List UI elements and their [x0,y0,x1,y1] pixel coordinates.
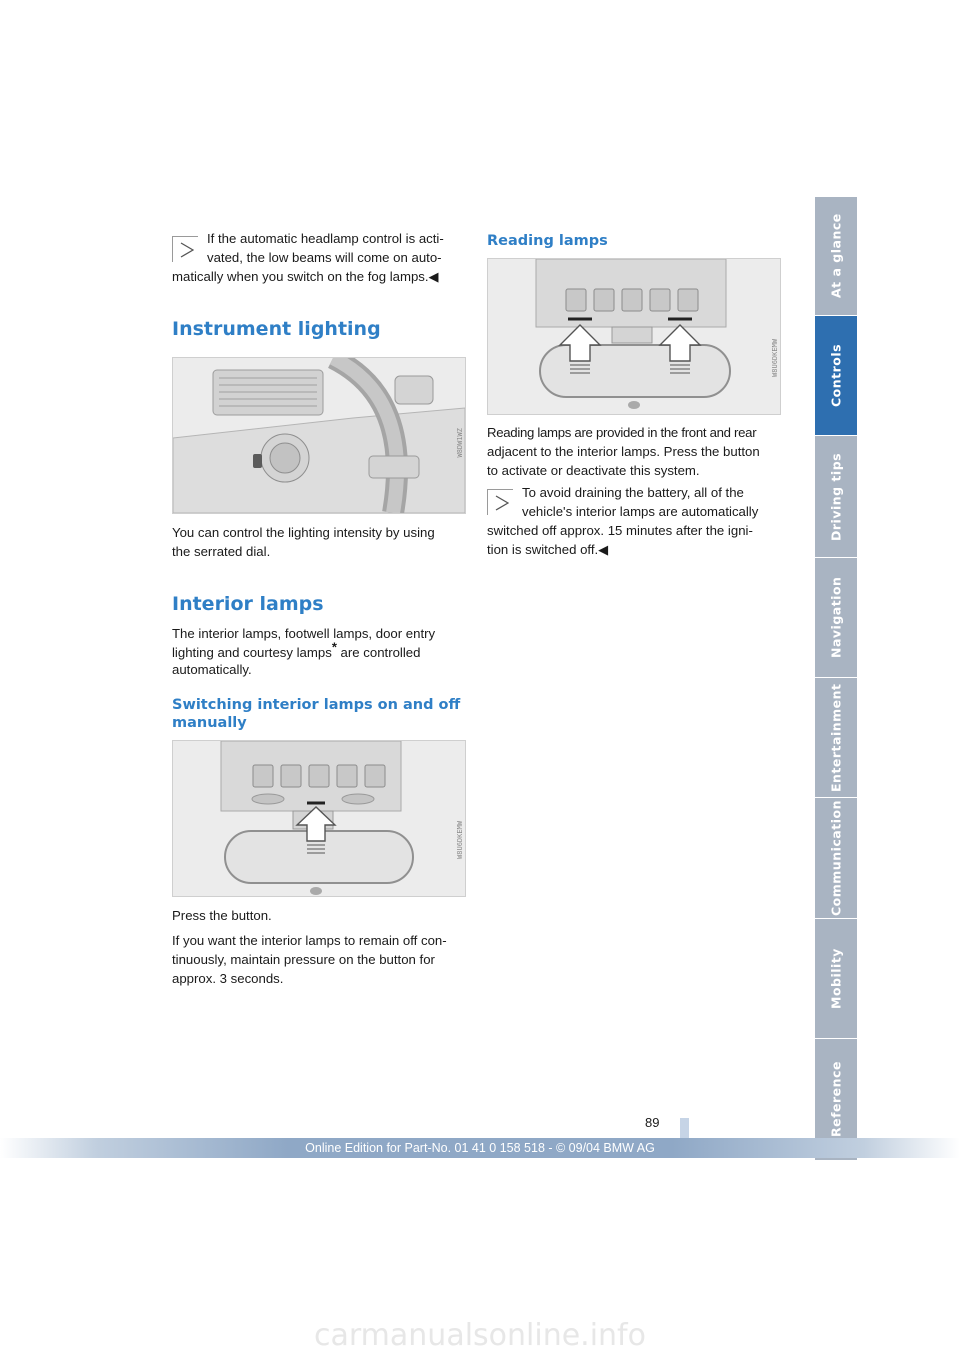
tab-label: Mobility [828,948,844,1009]
tab-controls[interactable] [815,316,857,435]
option-asterisk: * [331,639,337,655]
caution-note-icon [172,236,198,262]
note-line: To avoid draining the battery, all of the [522,485,744,500]
note-line: tion is switched off.◀ [487,542,609,557]
tab-navigation[interactable] [815,558,857,677]
tab-label: Entertainment [828,683,844,792]
body-line: tinuously, maintain pressure on the button for [172,952,435,967]
figure-code: W8DW1WZ [456,428,464,458]
body-line: the serrated dial. [172,544,271,559]
reading-lamps-figure [487,258,781,415]
body-line: Reading lamps are provided in the front and rear [487,425,757,440]
body-text: lighting and courtesy lamps [172,645,332,660]
body-text: are controlled [336,645,421,660]
figure-code: W8U6DKEMW [456,821,464,859]
note-line: switched off approx. 15 minutes after the igni- [487,523,753,538]
body-line: If you want the interior lamps to remain off con- [172,933,447,948]
page-number: 89 [645,1115,660,1130]
tab-entertainment[interactable] [815,678,857,797]
note-line: vated, the low beams will come on auto- [207,250,442,265]
interior-lamp-button-figure [172,740,466,897]
tab-label: Navigation [828,576,844,659]
tab-mobility[interactable] [815,919,857,1038]
tab-label: At a glance [828,213,844,299]
note-line: vehicle's interior lamps are automatically [522,504,759,519]
instrument-lighting-figure [172,357,466,514]
note-line: If the automatic headlamp control is acti- [207,231,444,246]
body-line: to activate or deactivate this system. [487,463,700,478]
tab-label: Driving tips [828,452,844,541]
body-line: The interior lamps, footwell lamps, door entry [172,626,436,641]
tab-label: Communication [828,800,844,916]
subsection-heading: Switching interior lamps on and off [172,697,461,713]
note-line: matically when you switch on the fog lamps.◀ [172,269,439,284]
body-line: You can control the lighting intensity by using [172,525,435,540]
body-line: adjacent to the interior lamps. Press the button [487,444,760,459]
subsection-heading: manually [172,715,247,731]
tab-driving-tips[interactable] [815,436,857,557]
tab-communication[interactable] [815,798,857,918]
caution-note-icon [487,489,513,515]
footer-banner: Online Edition for Part-No. 01 41 0 158 518 - © 09/04 BMW AG [0,1138,960,1158]
body-line: automatically. [172,662,252,677]
watermark: carmanualsonline.info [314,1318,646,1353]
subsection-heading: Reading lamps [487,233,608,249]
body-line: approx. 3 seconds. [172,971,284,986]
tab-at-a-glance[interactable] [815,197,857,315]
tab-label: Controls [828,343,844,408]
figure-code: W8U6DKEMW [771,339,779,377]
section-heading: Instrument lighting [172,318,381,340]
tab-label: Reference [828,1061,844,1138]
section-heading: Interior lamps [172,593,324,615]
body-line: Press the button. [172,908,272,923]
